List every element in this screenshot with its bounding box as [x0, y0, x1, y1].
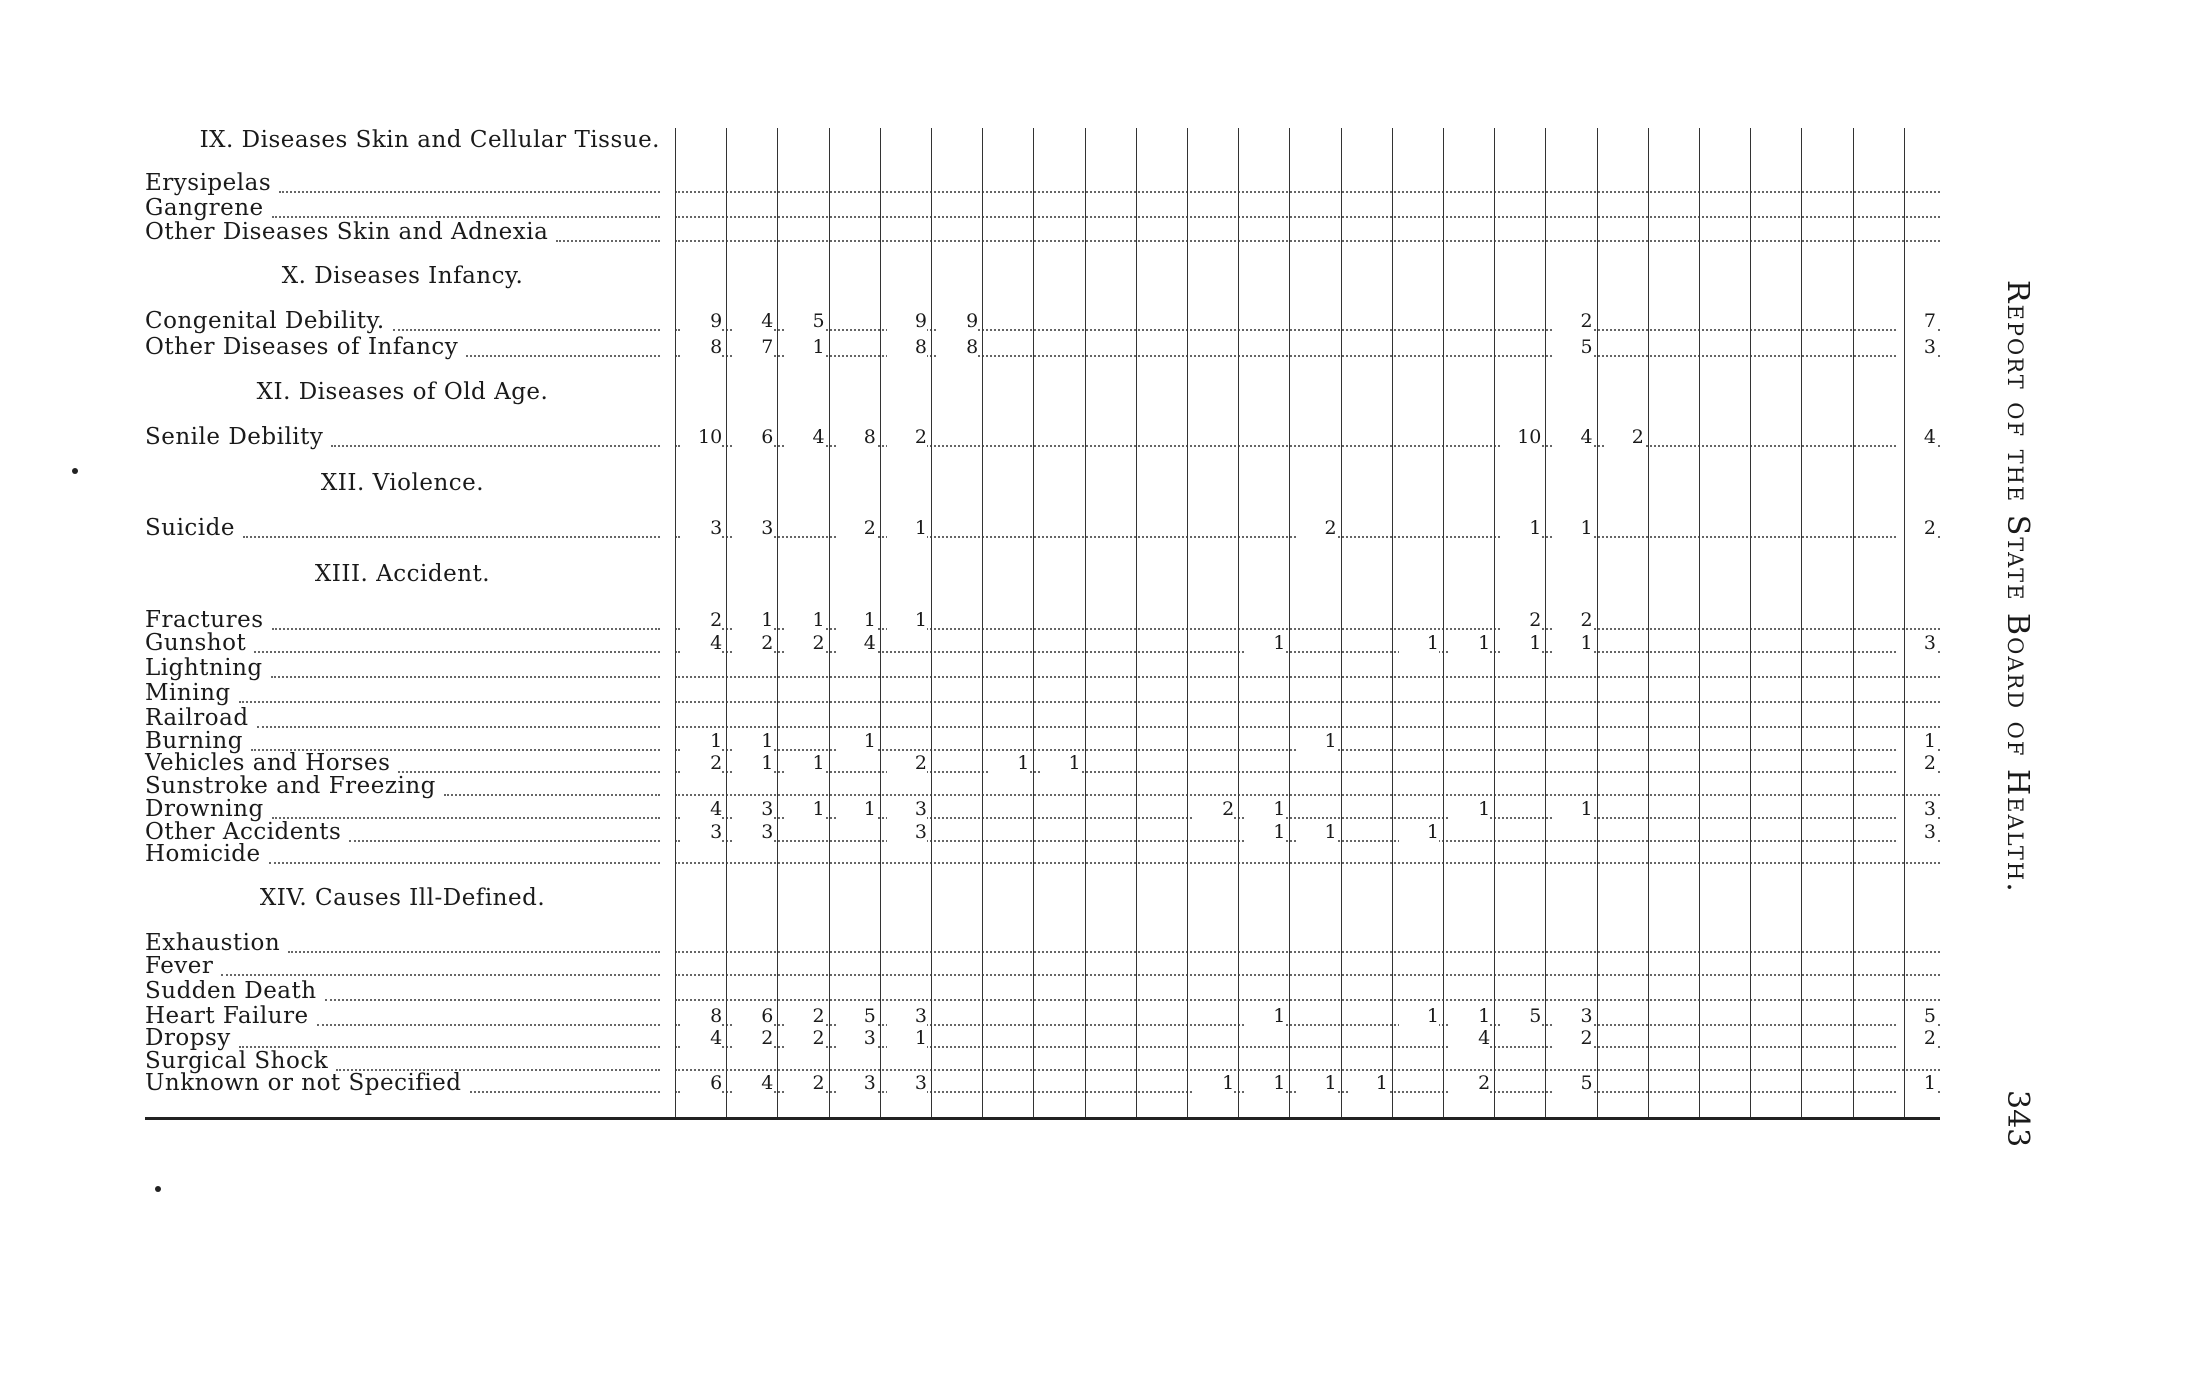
column-rule: [1443, 128, 1444, 1118]
leader-dots: [556, 240, 660, 242]
row-label-text: Dropsy: [145, 1025, 231, 1051]
bottom-rule: [145, 1117, 1940, 1120]
section-heading: XIII. Accident.: [314, 561, 491, 587]
table-cell: 1: [989, 753, 1029, 773]
leader-dots: [336, 1069, 660, 1071]
leader-dots: [239, 701, 660, 703]
table-cell: 3: [733, 799, 773, 819]
table-cell: 1: [785, 610, 825, 630]
row-label: [145, 656, 263, 680]
table-cell: 4: [733, 311, 773, 331]
column-rule: [1238, 128, 1239, 1118]
table-cell: 2: [1604, 427, 1644, 447]
row-label-text: Erysipelas: [145, 170, 272, 196]
table-cell: 3: [836, 1028, 876, 1048]
table-cell: 1: [682, 731, 722, 751]
column-rule: [880, 128, 881, 1118]
row-label-text: Vehicles and Horses: [145, 750, 391, 776]
row-label: [145, 931, 280, 955]
table-cell: 4: [682, 633, 722, 653]
table-cell: 2: [1553, 610, 1593, 630]
table-cell: 3: [1896, 822, 1936, 842]
leader-dots: [279, 191, 660, 193]
table-cell: 4: [733, 1073, 773, 1093]
leader-dots: [470, 1091, 660, 1093]
table-cell: 8: [887, 337, 927, 357]
column-rule: [1904, 128, 1905, 1118]
table-cell: 1: [1501, 633, 1541, 653]
row-label: [145, 979, 317, 1003]
table-cell: 1: [1245, 633, 1285, 653]
table-cell: 2: [836, 518, 876, 538]
table-cell: 2: [1297, 518, 1337, 538]
table-cell: 5: [1896, 1006, 1936, 1026]
row-label: [145, 309, 385, 333]
table-cell: 8: [938, 337, 978, 357]
row-label: [145, 196, 264, 220]
table-cell: 1: [1501, 518, 1541, 538]
table-cell: 1: [1450, 1006, 1490, 1026]
leader-dots: [349, 840, 660, 842]
table-cell: 7: [733, 337, 773, 357]
row-label: [145, 631, 246, 655]
table-cell: 6: [682, 1073, 722, 1093]
column-rule: [1597, 128, 1598, 1118]
ink-speck: [72, 468, 78, 474]
column-rule: [1545, 128, 1546, 1118]
leader-dots: [269, 862, 660, 864]
table-cell: 1: [785, 753, 825, 773]
row-label-text: Unknown or not Specified: [145, 1070, 462, 1096]
row-label-text: Fever: [145, 953, 214, 979]
table-cell: 1: [836, 731, 876, 751]
table-cell: 5: [1553, 1073, 1593, 1093]
table-cell: 2: [733, 633, 773, 653]
row-label: [145, 1071, 462, 1095]
table-cell: 2: [785, 1006, 825, 1026]
column-rule: [1341, 128, 1342, 1118]
leader-dots: [331, 445, 660, 447]
table-cell: 2: [682, 753, 722, 773]
row-label: [145, 425, 323, 449]
table-cell: 2: [1450, 1073, 1490, 1093]
row-label-text: Other Diseases of Infancy: [145, 334, 459, 360]
row-label-text: Burning: [145, 728, 243, 754]
row-label: [145, 1026, 231, 1050]
leader-dots: [288, 951, 660, 953]
table-cell: 1: [1348, 1073, 1388, 1093]
table-cell: 1: [1245, 822, 1285, 842]
column-rule: [1392, 128, 1393, 1118]
table-cell: 1: [1399, 633, 1439, 653]
table-cell: 1: [785, 799, 825, 819]
table-cell: 3: [887, 822, 927, 842]
column-rule: [1085, 128, 1086, 1118]
section-heading: XIV. Causes Ill-Defined.: [259, 885, 546, 911]
row-label: [145, 842, 261, 866]
leader-dots: [257, 726, 660, 728]
table-cell: 5: [785, 311, 825, 331]
leader-dots: [393, 329, 660, 331]
table-cell: 6: [733, 427, 773, 447]
table-cell: 1: [1896, 731, 1936, 751]
leader-dots: [271, 676, 660, 678]
table-cell: 4: [785, 427, 825, 447]
row-label-text: Suicide: [145, 515, 235, 541]
table-cell: 10: [1501, 427, 1541, 447]
table-cell: 2: [1896, 753, 1936, 773]
table-cell: 2: [1553, 1028, 1593, 1048]
leader-dots: [221, 974, 660, 976]
row-label: [145, 774, 436, 798]
table-cell: 3: [836, 1073, 876, 1093]
table-cell: 9: [938, 311, 978, 331]
table-cell: 2: [785, 633, 825, 653]
section-heading: XII. Violence.: [320, 470, 485, 496]
table-cell: 4: [836, 633, 876, 653]
row-label: [145, 516, 235, 540]
row-label-text: Other Diseases Skin and Adnexia: [145, 219, 549, 245]
row-label-text: Lightning: [145, 655, 263, 681]
table-cell: 5: [836, 1006, 876, 1026]
table-cell: 1: [1194, 1073, 1234, 1093]
table-cell: 1: [1450, 633, 1490, 653]
table-cell: 5: [1501, 1006, 1541, 1026]
table-cell: 1: [733, 610, 773, 630]
table-cell: 1: [1297, 731, 1337, 751]
leader-dots: [444, 794, 660, 796]
table-cell: 2: [1896, 518, 1936, 538]
table-cell: 4: [682, 1028, 722, 1048]
table-cell: 4: [1450, 1028, 1490, 1048]
table-cell: 3: [682, 518, 722, 538]
table-cell: 3: [682, 822, 722, 842]
table-cell: 3: [887, 799, 927, 819]
table-cell: 1: [1041, 753, 1081, 773]
ink-speck: [155, 1186, 161, 1192]
table-cell: 10: [682, 427, 722, 447]
row-label-text: Sunstroke and Freezing: [145, 773, 436, 799]
table-cell: 3: [1896, 633, 1936, 653]
table-cell: 1: [836, 610, 876, 630]
table-cell: 4: [1553, 427, 1593, 447]
row-label: [145, 797, 264, 821]
column-rule: [1853, 128, 1854, 1118]
row-label-text: Mining: [145, 680, 231, 706]
table-cell: 7: [1896, 311, 1936, 331]
table-cell: 3: [733, 822, 773, 842]
column-rule: [1699, 128, 1700, 1118]
table-cell: 1: [1399, 1006, 1439, 1026]
table-cell: 3: [1896, 337, 1936, 357]
table-cell: 1: [733, 753, 773, 773]
table-cell: 1: [887, 610, 927, 630]
table-cell: 1: [1553, 633, 1593, 653]
table-cell: 3: [887, 1073, 927, 1093]
column-rule: [982, 128, 983, 1118]
table-cell: 2: [1553, 311, 1593, 331]
table-cell: 1: [836, 799, 876, 819]
table-cell: 6: [733, 1006, 773, 1026]
leader-dots: [272, 628, 660, 630]
column-rule: [1136, 128, 1137, 1118]
table-cell: 1: [1245, 799, 1285, 819]
table-cell: 1: [1245, 1073, 1285, 1093]
row-label: [145, 954, 213, 978]
row-label-text: Homicide: [145, 841, 261, 867]
column-rule: [931, 128, 932, 1118]
page-number: 343: [2000, 1090, 2035, 1148]
table-cell: 1: [887, 518, 927, 538]
table-cell: 2: [887, 427, 927, 447]
row-label-text: Drowning: [145, 796, 264, 822]
table-cell: 2: [887, 753, 927, 773]
row-label: [145, 608, 264, 632]
table-cell: 1: [1297, 1073, 1337, 1093]
table-cell: 1: [887, 1028, 927, 1048]
table-cell: 2: [785, 1028, 825, 1048]
column-rule: [829, 128, 830, 1118]
column-rule: [675, 128, 676, 1118]
row-label: [145, 681, 231, 705]
row-label-text: Gunshot: [145, 630, 247, 656]
row-label-text: Other Accidents: [145, 819, 342, 845]
section-heading: XI. Diseases of Old Age.: [256, 379, 549, 405]
column-rule: [1750, 128, 1751, 1118]
row-label-text: Senile Debility: [145, 424, 324, 450]
row-label-text: Railroad: [145, 705, 249, 731]
table-cell: 1: [785, 337, 825, 357]
row-label-text: Congenital Debility.: [145, 308, 385, 334]
table-cell: 2: [682, 610, 722, 630]
column-rule: [1033, 128, 1034, 1118]
column-rule: [1187, 128, 1188, 1118]
table-cell: 2: [1501, 610, 1541, 630]
table-cell: 4: [1896, 427, 1936, 447]
section-heading: X. Diseases Infancy.: [281, 263, 524, 289]
table-cell: 3: [887, 1006, 927, 1026]
leader-dots: [243, 536, 660, 538]
table-cell: 8: [836, 427, 876, 447]
table-cell: 9: [682, 311, 722, 331]
leader-dots: [254, 651, 660, 653]
row-label-text: Heart Failure: [145, 1003, 309, 1029]
table-cell: 8: [682, 337, 722, 357]
leader-dots: [251, 749, 660, 751]
column-rule: [777, 128, 778, 1118]
leader-dots: [398, 771, 660, 773]
table-cell: 1: [733, 731, 773, 751]
table-cell: 1: [1553, 799, 1593, 819]
leader-dots: [239, 1046, 660, 1048]
leader-dots: [325, 999, 660, 1001]
table-cell: 8: [682, 1006, 722, 1026]
leader-dots: [272, 216, 660, 218]
running-title: Report of the State Board of Health.: [2000, 280, 2035, 894]
table-cell: 9: [887, 311, 927, 331]
leader-dots: [317, 1024, 660, 1026]
column-rule: [1494, 128, 1495, 1118]
row-label: [145, 706, 249, 730]
row-label-text: Sudden Death: [145, 978, 317, 1004]
row-label-text: Surgical Shock: [145, 1048, 329, 1074]
table-cell: 1: [1399, 822, 1439, 842]
leader-dots: [466, 355, 660, 357]
table-cell: 3: [1896, 799, 1936, 819]
row-label: [145, 171, 271, 195]
table-cell: 2: [1194, 799, 1234, 819]
table-cell: 1: [1245, 1006, 1285, 1026]
column-rule: [1648, 128, 1649, 1118]
row-label: [145, 751, 390, 775]
table-cell: 5: [1553, 337, 1593, 357]
table-cell: 3: [733, 518, 773, 538]
table-cell: 1: [1450, 799, 1490, 819]
table-cell: 2: [733, 1028, 773, 1048]
section-heading: IX. Diseases Skin and Cellular Tissue.: [199, 127, 660, 153]
leader-dots: [272, 817, 660, 819]
table-cell: 1: [1553, 518, 1593, 538]
row-label: [145, 220, 548, 244]
column-rule: [1289, 128, 1290, 1118]
row-label-text: Gangrene: [145, 195, 264, 221]
column-rule: [1801, 128, 1802, 1118]
table-cell: 4: [682, 799, 722, 819]
table-cell: 2: [1896, 1028, 1936, 1048]
table-cell: 2: [785, 1073, 825, 1093]
table-cell: 1: [1896, 1073, 1936, 1093]
column-rule: [726, 128, 727, 1118]
row-label-text: Exhaustion: [145, 930, 281, 956]
table-cell: 3: [1553, 1006, 1593, 1026]
table-cell: 1: [1297, 822, 1337, 842]
row-label: [145, 335, 458, 359]
row-label-text: Fractures: [145, 607, 264, 633]
